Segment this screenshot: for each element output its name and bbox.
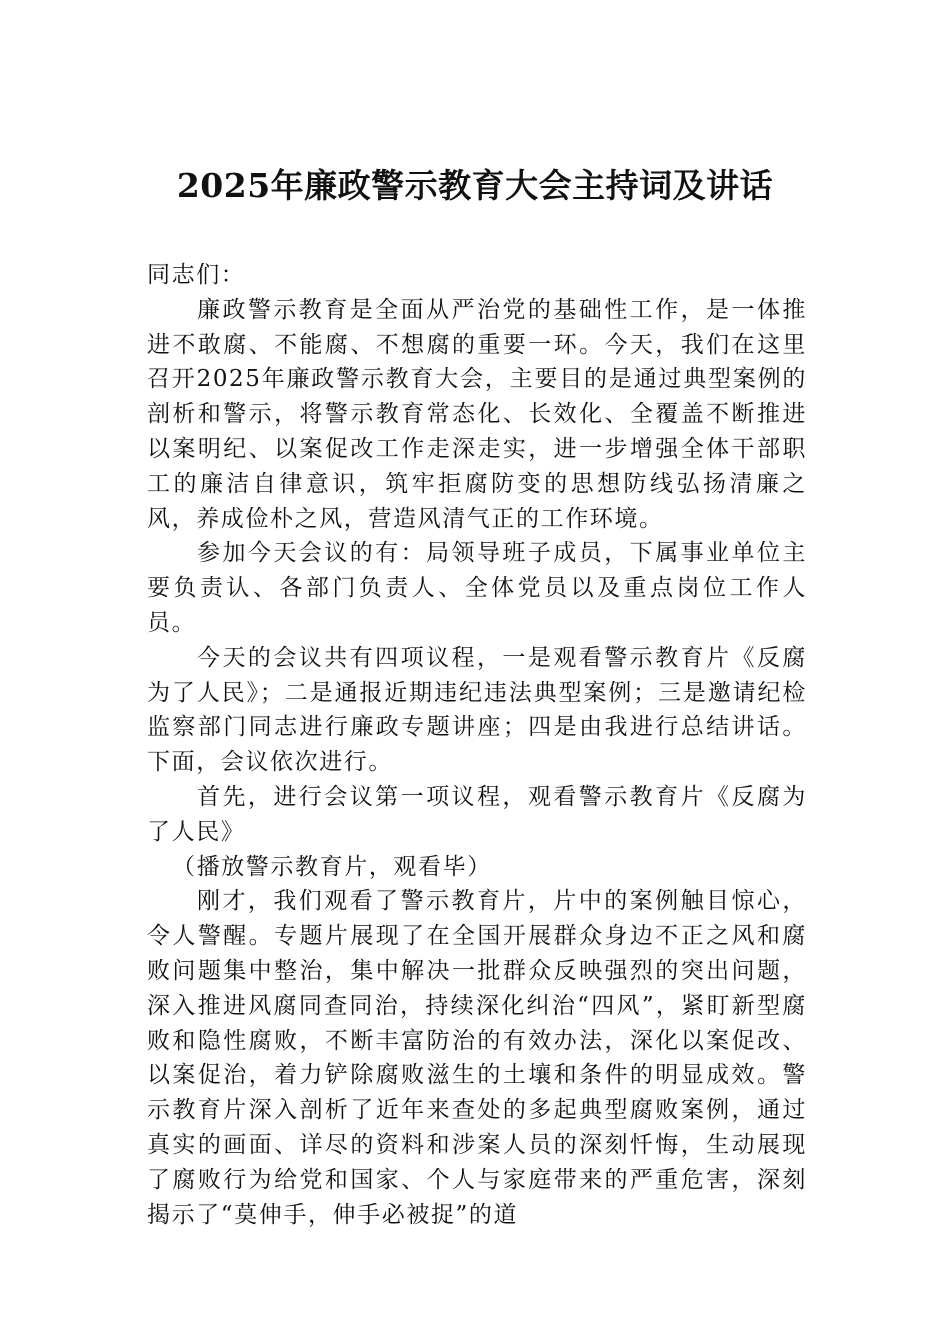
intro-paragraph: 廉政警示教育是全面从严治党的基础性工作，是一体推进不敢腐、不能腐、不想腐的重要一环。今天，我们在这里召开2025年廉政警示教育大会，主要目的是通过典型案例的剖析和警示，将警示教育常态化、长效化、全覆盖不断推进以案明纪、以案促改工作走深走实，进一步增强全体干部职工的廉洁自律意识，筑牢拒腐防变的思想防线弘扬清廉之风，养成俭朴之风，营造风清气正的工作环境。 [147, 296, 807, 532]
reflection-paragraph: 刚才，我们观看了警示教育片，片中的案例触目惊心，令人警醒。专题片展现了在全国开展群众身边不正之风和腐败问题集中整治，集中解决一批群众反映强烈的突出问题，深入推进风腐同查同治，持续深化纠治“四风”，紧盯新型腐败和隐性腐败，不断丰富防治的有效办法，深化以案促改、以案促治，着力铲除腐败滋生的土壤和条件的明显成效。警示教育片深入剖析了近年来查处的多起典型腐败案例，通过真实的画面、详尽的资料和涉案人员的深刻忏悔，生动展现了腐败行为给党和国家、个人与家庭带来的严重危害，深刻揭示了“莫伸手，伸手必被捉”的道 [147, 888, 807, 1228]
stage-direction-paragraph: （播放警示教育片，观看毕） [172, 853, 492, 880]
document-title: 2025年廉政警示教育大会主持词及讲话 [176, 166, 774, 205]
attendees-paragraph: 参加今天会议的有：局领导班子成员，下属事业单位主要负责认、各部门负责人、全体党员以及重点岗位工作人员。 [147, 540, 807, 636]
first-agenda-paragraph: 首先，进行会议第一项议程，观看警示教育片《反腐为了人民》 [147, 783, 807, 845]
agenda-paragraph: 今天的会议共有四项议程，一是观看警示教育片《反腐为了人民》；二是通报近期违纪违法典型案例；三是邀请纪检监察部门同志进行廉政专题讲座；四是由我进行总结讲话。下面，会议依次进行。 [147, 644, 807, 776]
salutation-paragraph: 同志们： [147, 262, 246, 288]
document-body [147, 258, 807, 1232]
